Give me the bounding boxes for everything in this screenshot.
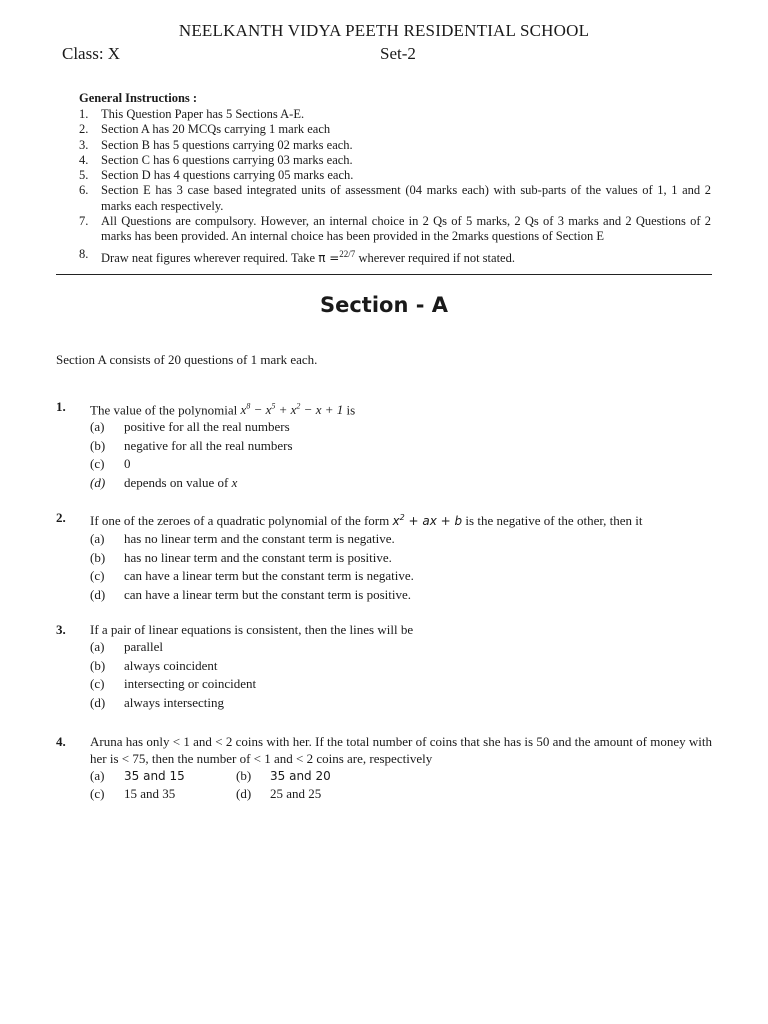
- question-2: [56, 509, 712, 604]
- option-text: positive for all the real numbers: [124, 419, 290, 435]
- expr-term: x: [392, 514, 400, 528]
- option-text: 35 and 20: [270, 769, 331, 783]
- option-a: [90, 638, 712, 657]
- option-label: (c): [90, 568, 105, 583]
- instruction-number: 7.: [79, 214, 89, 229]
- instruction-text: This Question Paper has 5 Sections A-E.: [101, 107, 305, 121]
- school-name: NEELKANTH VIDYA PEETH RESIDENTIAL SCHOOL: [178, 21, 590, 40]
- option-label: (b): [90, 437, 106, 453]
- option-label: (b): [90, 657, 106, 673]
- instruction-item: [79, 122, 711, 137]
- option-text: 25 and 25: [270, 786, 322, 801]
- instructions-heading: General Instructions :: [79, 91, 198, 105]
- instruction-number: 6.: [79, 183, 89, 198]
- poly-term: − x: [250, 402, 272, 418]
- instruction-item: [79, 153, 711, 168]
- instruction-text: Section C has 6 questions carrying 03 marks each.: [101, 152, 353, 167]
- option-b: [90, 549, 712, 568]
- option-text: negative for all the real numbers: [124, 437, 293, 453]
- pi-fraction: 22/7: [339, 248, 356, 259]
- instruction-item: [79, 214, 711, 245]
- option-label: (a): [90, 531, 105, 546]
- option-text: intersecting or coincident: [124, 676, 257, 691]
- option-d: [90, 586, 712, 605]
- option-text: can have a linear term but the constant term is positive.: [124, 586, 411, 602]
- instruction-number: 1.: [79, 107, 89, 121]
- instruction-item: [79, 168, 711, 183]
- question-number: 3.: [56, 622, 66, 637]
- option-text: can have a linear term but the constant term is negative.: [124, 568, 414, 583]
- question-1: [56, 398, 712, 492]
- instruction-text: Section D has 4 questions carrying 05 marks each.: [101, 168, 354, 183]
- polynomial: [241, 402, 344, 417]
- instruction-number: 8.: [79, 246, 89, 261]
- option-text: has no linear term and the constant term is positive.: [124, 549, 392, 565]
- poly-exponent: 8: [246, 402, 251, 411]
- instruction-number: 3.: [79, 137, 89, 152]
- question-number: 1.: [56, 399, 66, 414]
- option-label: (d): [90, 474, 106, 490]
- option-label: (a): [90, 419, 105, 435]
- pi-symbol: π =: [318, 250, 340, 265]
- question-text-after: is the negative of the other, then it: [465, 513, 643, 528]
- divider-rule: [56, 274, 712, 275]
- poly-exponent: 5: [271, 402, 276, 411]
- quadratic-expression: [393, 514, 463, 528]
- question-text: If a pair of linear equations is consistent, then the lines will be: [90, 622, 414, 637]
- option-a: [90, 530, 712, 549]
- option-d: [90, 474, 712, 493]
- instruction-text: Section A has 20 MCQs carrying 1 mark each: [101, 122, 331, 137]
- poly-exponent: 2: [296, 402, 301, 411]
- instruction-text-before: Draw neat figures wherever required. Take: [101, 250, 316, 265]
- instructions-list: [79, 107, 711, 266]
- option-c: [90, 675, 712, 694]
- options-grid: [90, 767, 712, 803]
- option-label: (c): [90, 786, 105, 801]
- option-label: (c): [90, 456, 105, 472]
- instruction-number: 5.: [79, 168, 89, 183]
- option-b: [90, 437, 712, 456]
- option-label: (a): [90, 768, 105, 783]
- instruction-text-after: wherever required if not stated.: [358, 250, 515, 265]
- question-text-before: The value of the polynomial: [90, 402, 238, 418]
- question-text-after: is: [346, 402, 356, 418]
- option-text-part: depends on value of: [124, 474, 229, 490]
- question-text: [90, 398, 712, 418]
- instruction-text: Section B has 5 questions carrying 02 marks each.: [101, 137, 353, 152]
- question-text: Aruna has only < 1 and < 2 coins with her. If the total number of coins that she has is 50 and the amount of money with her is < 75, then the number of < 1 and < 2 coins are, respectively: [90, 734, 712, 766]
- set-label: Set-2: [380, 44, 416, 63]
- option-text: has no linear term and the constant term is negative.: [124, 531, 395, 546]
- instruction-item: [79, 247, 711, 266]
- instruction-text: [101, 247, 711, 266]
- instruction-number: 4.: [79, 152, 89, 167]
- question-4: [56, 733, 712, 803]
- option-label: (b): [236, 768, 252, 783]
- option-label: (d): [90, 694, 106, 710]
- option-label: (c): [90, 676, 105, 691]
- poly-term: + x: [275, 402, 297, 418]
- option-label: (b): [90, 549, 106, 565]
- option-text: 15 and 35: [124, 786, 176, 801]
- option-label: (d): [90, 586, 106, 602]
- option-label: (d): [236, 786, 252, 801]
- question-number: 2.: [56, 510, 66, 525]
- option-text: 0: [124, 456, 131, 472]
- option-c: [90, 567, 712, 586]
- option-d: [90, 694, 712, 713]
- option-text: always coincident: [124, 657, 218, 673]
- instruction-item: [79, 107, 711, 122]
- question-text-before: If one of the zeroes of a quadratic polynomial of the form: [90, 513, 390, 528]
- option-text: [124, 474, 237, 493]
- option-text: always intersecting: [124, 694, 224, 710]
- option-label: (a): [90, 639, 105, 654]
- instruction-item: [79, 138, 711, 153]
- section-description: Section A consists of 20 questions of 1 mark each.: [56, 352, 318, 367]
- poly-term: x: [240, 402, 247, 418]
- option-text: parallel: [124, 639, 163, 654]
- poly-term: − x + 1: [300, 402, 344, 418]
- option-b: [90, 657, 712, 676]
- expr-exponent: 2: [399, 513, 405, 522]
- instruction-item: [79, 183, 711, 214]
- instruction-text: Section E has 3 case based integrated units of assessment (04 marks each) with sub-parts of the values of 1, 1 and 2 marks each respectively.: [101, 183, 711, 213]
- question-text: [90, 509, 712, 530]
- instruction-text: All Questions are compulsory. However, an internal choice in 2 Qs of 5 marks, 2 Qs of 3 marks and 2 Questions of 2 marks has been provided. An internal choice has been provided in the 2marks questions of Section E: [101, 214, 711, 244]
- option-text: 35 and 15: [124, 769, 185, 783]
- expr-term: + ax + b: [404, 514, 463, 528]
- question-3: [56, 621, 712, 712]
- option-a: [90, 418, 712, 437]
- question-number: 4.: [56, 734, 66, 749]
- variable-x: x: [231, 474, 238, 490]
- option-c: [90, 455, 712, 474]
- section-title: Section - A: [319, 293, 449, 317]
- class-label: Class: X: [62, 44, 121, 63]
- instruction-number: 2.: [79, 122, 89, 137]
